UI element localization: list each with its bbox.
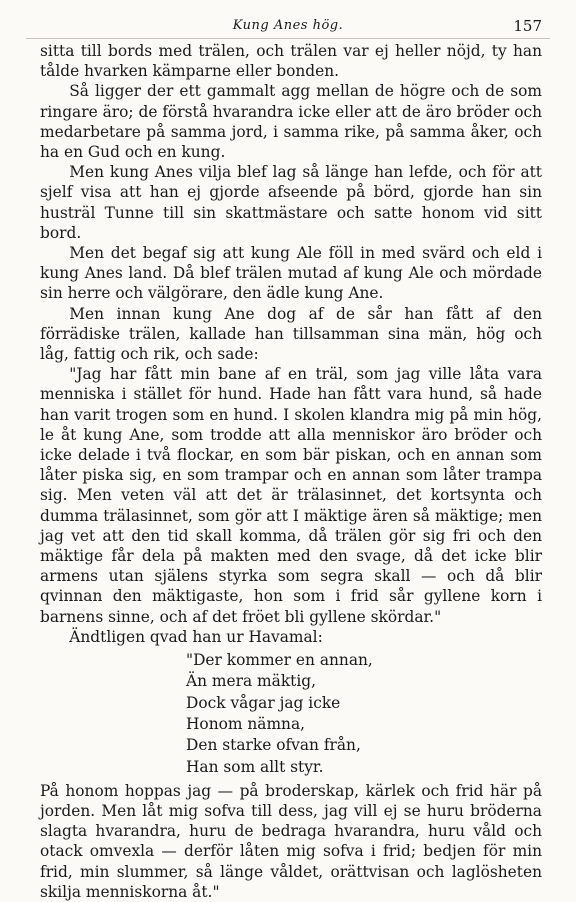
verse-line: Den starke ofvan från, bbox=[186, 736, 361, 755]
verse-line: Han som allt styr. bbox=[186, 757, 324, 776]
paragraph: Men innan kung Ane dog af de sår han fått af den förrädiske trälen, kallade han tillsamman sina män, hög och låg, fattig och rik, och sade: bbox=[40, 304, 542, 364]
verse-line: Dock vågar jag icke bbox=[186, 693, 341, 712]
running-title: Kung Anes hög. bbox=[232, 18, 344, 33]
verse-line: Honom nämna, bbox=[186, 714, 306, 733]
paragraph: Så ligger der ett gammalt agg mellan de högre och de som ringare äro; de förstå hvarandra icke eller att de äro bröder och medarbetare på samma jord, i samma rike, på samma åker, och ha en Gud och en kung. bbox=[40, 82, 542, 162]
header-rule bbox=[26, 38, 550, 39]
paragraph: sitta till bords med trälen, och trälen var ej heller nöjd, ty han tålde hvarken kämparne eller bonden. bbox=[40, 42, 542, 81]
paragraph: Men det begaf sig att kung Ale föll in med svärd och eld i kung Anes land. Då blef trälen mutad af kung Ale och mördade sin herre och välgörare, den ädle kung Ane. bbox=[40, 244, 542, 303]
speech-paragraph: "Jag har fått min bane af en träl, som jag ville låta vara menniska i stället för hund. Hade han fått vara hund, så hade han varit trogen som en hund. I skolen klandra mig på min hög, le åt kung Ane, som trodde att alla menniskor äro bröder och icke delade i två flockar, en som bär piskan, och en annan som låter piska sig, en som trampar och en annan som låter trampa sig. Men veten väl att det är trälasinnet, det kortsynta och dumma trälasinnet, som gör att I mäktige ären så mäktige; men jag vet att den tid skall komma, då trälen gör sig fri och den mäktige får dela på makten med den svage, då det icke blir armens utan själens styrka som segra skall — och då blir qvinnan den mäktigaste, hon som i frid sår gyllene korn i barnens sinne, och af det fröet bli gyllene skördar." bbox=[40, 365, 542, 626]
verse-block bbox=[186, 650, 542, 778]
verse-line: "Der kommer en annan, bbox=[186, 651, 373, 670]
closing-paragraph: På honom hoppas jag — på broderskap, kärlek och frid här på jorden. Men låt mig sofva till dess, jag vill ej se huru bröderna slagta hvarandra, huru de bedraga hvarandra, huru våld och otack omvexla — derför låten mig sofva i frid; bedjen för min frid, min slummer, så länge våldet, orättvisan och laglösheten skilja menniskorna åt." bbox=[40, 781, 542, 901]
paragraph: Ändtligen qvad han ur Havamal: bbox=[69, 627, 323, 646]
page-header bbox=[0, 18, 576, 38]
page-number: 157 bbox=[513, 17, 542, 35]
page-body bbox=[40, 41, 542, 902]
paragraph: Men kung Anes vilja blef lag så länge han lefde, och för att sjelf visa att han ej gjorde afseende på börd, gjorde han sin husträl Tunne till sin skattmästare och satte honom vid sitt bord. bbox=[40, 163, 542, 242]
verse-line: Än mera mäktig, bbox=[186, 672, 316, 691]
